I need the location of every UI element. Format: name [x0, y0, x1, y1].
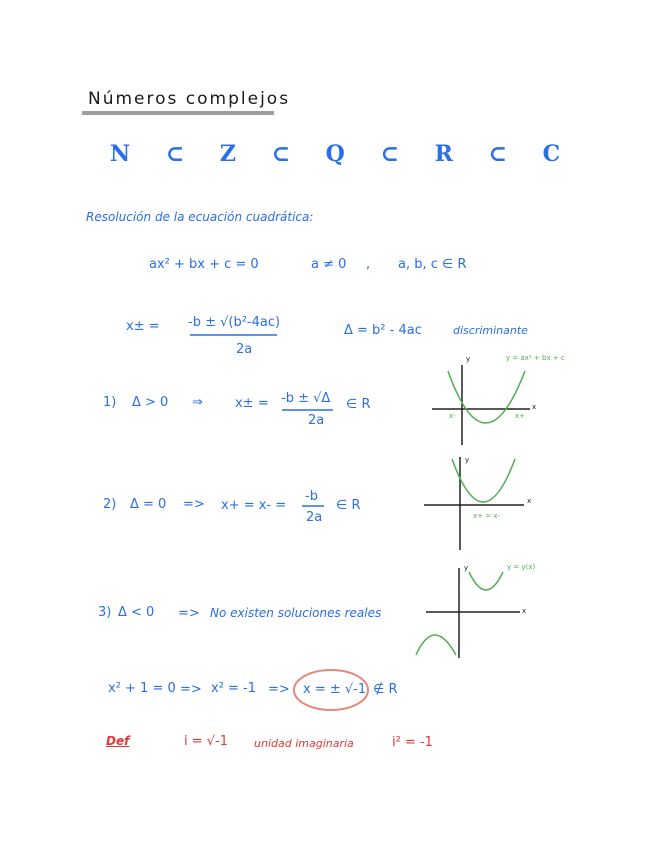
case3-arrow: =>	[178, 606, 200, 621]
graph3-curve-upper	[469, 572, 503, 590]
formula-lhs: x± =	[126, 319, 160, 334]
graph3-y-label: y	[464, 564, 469, 572]
general-equation: ax² + bx + c = 0	[149, 257, 259, 272]
definition-label: Def	[106, 734, 130, 748]
graph1-x-label: x	[532, 403, 537, 411]
graph-2	[424, 457, 524, 550]
a-condition: a ≠ 0	[311, 257, 347, 272]
case1-numerator: -b ± √Δ	[281, 391, 331, 406]
definition-name: unidad imaginaria	[254, 737, 354, 750]
case3-text: No existen soluciones reales	[210, 606, 382, 620]
graph-3	[416, 568, 520, 658]
graph3-curve-label: y = y(x)	[507, 563, 536, 571]
graph2-curve	[452, 456, 515, 502]
graph1-root-plus: x+	[515, 412, 526, 420]
definition-i: i = √-1	[184, 734, 229, 749]
graph3-curve-lower	[416, 635, 456, 655]
graph1-y-label: y	[466, 355, 471, 363]
number-sets: N ⊂ Z ⊂ Q ⊂ R ⊂ C	[110, 141, 575, 167]
graph-1	[432, 365, 530, 445]
comma: ,	[366, 257, 371, 272]
case2-numerator: -b	[305, 489, 318, 504]
graph2-root-label: x+ = x-	[473, 512, 500, 520]
case1-arrow: ⇒	[192, 395, 203, 410]
graph1-curve	[448, 371, 525, 423]
delta-name: discriminante	[453, 324, 528, 337]
case2-member: ∈ R	[336, 498, 361, 513]
case2-lhs: x+ = x- =	[221, 498, 287, 513]
formula-numerator: -b ± √(b²-4ac)	[188, 315, 281, 330]
case1-member: ∈ R	[346, 397, 371, 412]
coeffs-real: a, b, c ∈ R	[398, 257, 467, 272]
case1-lhs: x± =	[235, 396, 269, 411]
delta-definition: Δ = b² - 4ac	[344, 323, 422, 338]
case1-number: 1)	[103, 395, 117, 410]
case1-denominator: 2a	[308, 413, 325, 428]
example-member: ∉ R	[373, 682, 398, 697]
graph2-x-label: x	[527, 497, 532, 505]
graph1-curve-label: y = ax² + bx + c	[506, 354, 565, 362]
graph2-y-label: y	[465, 456, 470, 464]
example-equation: x² + 1 = 0	[108, 681, 176, 696]
example-arrow1: =>	[180, 682, 202, 697]
formula-denominator: 2a	[236, 342, 253, 357]
definition-i-squared: i² = -1	[392, 735, 433, 750]
example-result: x = ± √-1	[303, 682, 367, 697]
case3-condition: Δ < 0	[118, 605, 155, 620]
page-title: Números complejos	[88, 89, 291, 109]
graph1-root-minus: x-	[449, 412, 456, 420]
case3-number: 3)	[98, 605, 112, 620]
case2-arrow: =>	[183, 497, 205, 512]
example-step: x² = -1	[211, 681, 257, 696]
example-arrow2: =>	[268, 682, 290, 697]
graph3-x-label: x	[522, 607, 527, 615]
case2-condition: Δ = 0	[130, 497, 167, 512]
result-highlight	[294, 670, 368, 710]
case2-denominator: 2a	[306, 510, 323, 525]
section-heading: Resolución de la ecuación cuadrática:	[86, 210, 314, 224]
case1-condition: Δ > 0	[132, 395, 169, 410]
case2-number: 2)	[103, 497, 117, 512]
